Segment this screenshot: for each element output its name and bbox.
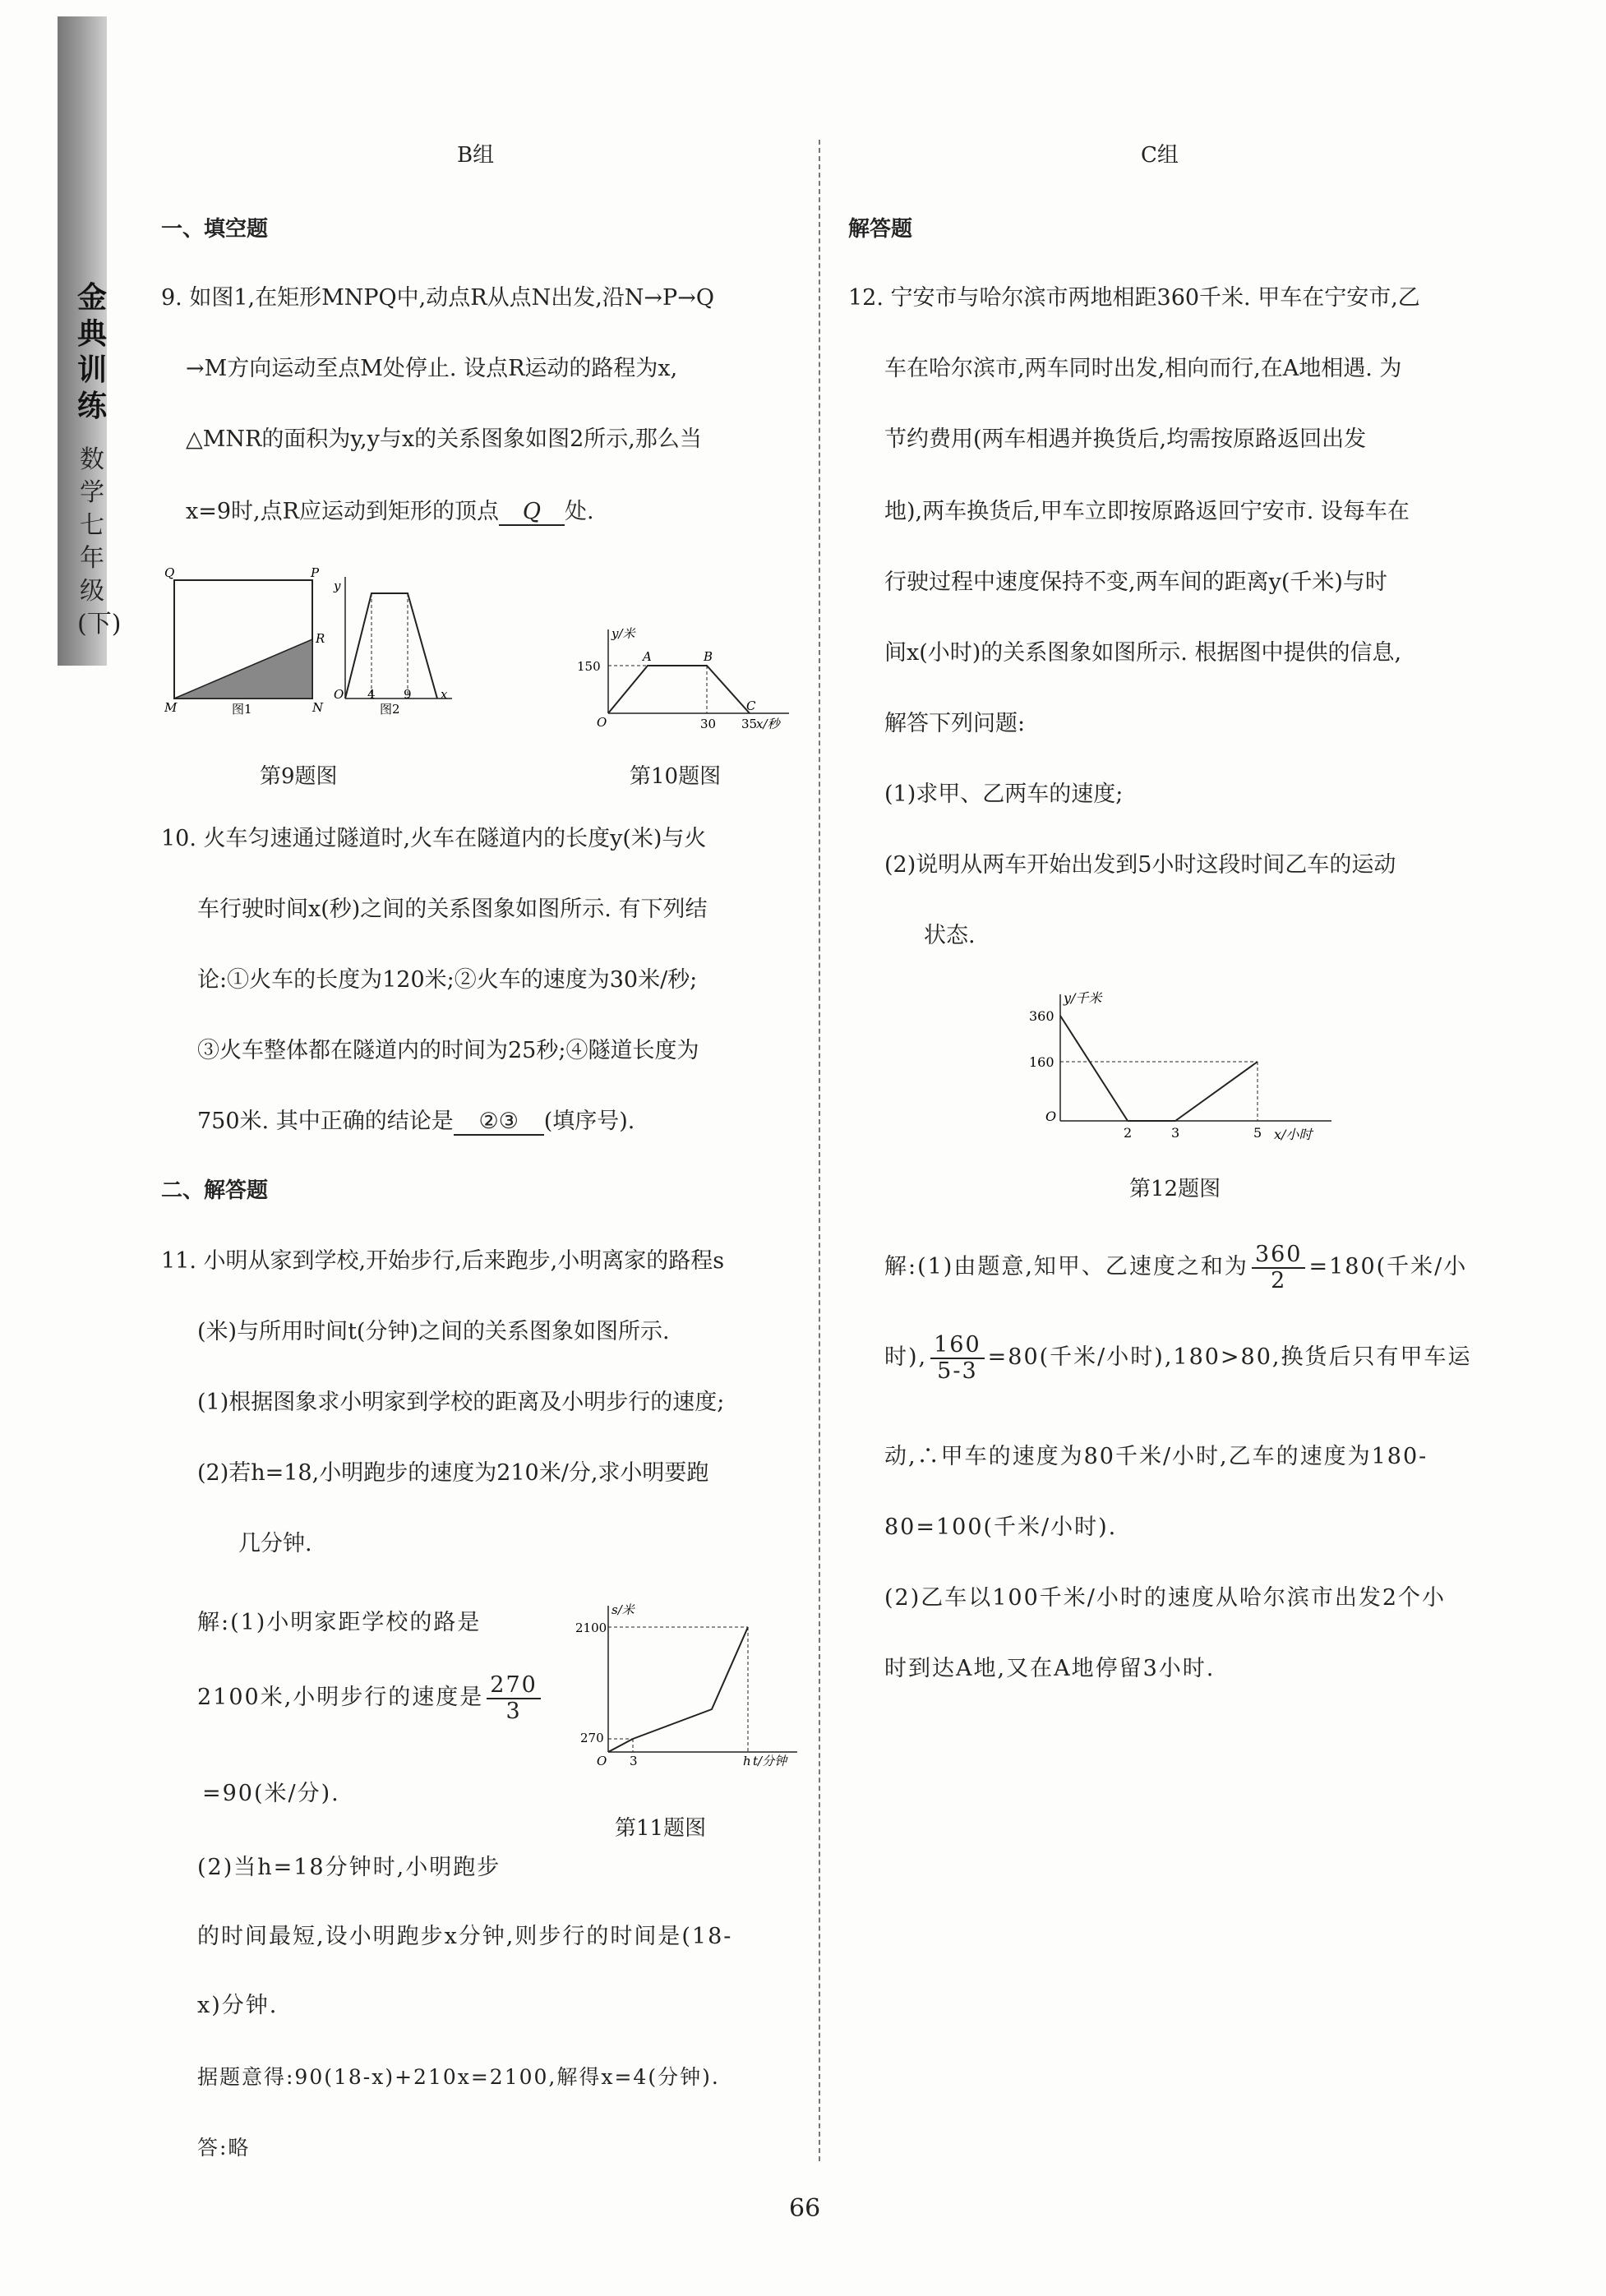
q9-caption: 第9题图 [260,764,338,789]
q9-figure [164,559,460,715]
section-solve-title: 二、解答题 [161,1178,269,1203]
q9-fig2-caption: 图2 [380,702,400,715]
q12-sol-2-suffix: =80(千米/小时),180>80,换货后只有甲车运 [987,1344,1472,1371]
q11-line-5: 几分钟. [238,1531,312,1556]
q11-line-2: (米)与所用时间t(分钟)之间的关系图象如图所示. [197,1319,670,1344]
q10-line-1: 10. 火车匀速通过隧道时,火车在隧道内的长度y(米)与火 [161,826,707,851]
q12-sol-2-prefix: 时), [884,1344,928,1371]
q10-axis-y: y/米 [611,626,635,641]
q9-answer: Q [499,499,565,526]
q12-f2-num: 160 [930,1333,985,1359]
q11-tick-3: 3 [630,1754,638,1768]
q12-line-9: (2)说明从两车开始出发到5小时这段时间乙车的运动 [884,852,1396,878]
q9-axis-y: y [334,579,341,593]
page-number: 66 [789,2194,821,2223]
q12-sol-1-prefix: 解:(1)由题意,知甲、乙速度之和为 [884,1254,1248,1280]
q9-line-3: △MNR的面积为y,y与x的关系图象如图2所示,那么当 [186,426,702,452]
q9-label-p: P [311,565,320,580]
q12-axis-x: x/小时 [1274,1127,1313,1142]
q9-axis-x: x [441,687,448,702]
q12-sol-6: 时到达A地,又在A地停留3小时. [884,1656,1216,1681]
q9-label-r: R [316,631,325,646]
q12-fraction-1 [1252,1243,1306,1293]
q12-f1-den: 2 [1271,1267,1287,1293]
q11-figure [567,1594,805,1775]
q11-line-3: (1)根据图象求小明家到学校的距离及小明步行的速度; [197,1390,725,1415]
q9-line-1: 9. 如图1,在矩形MNPQ中,动点R从点N出发,沿N→P→Q [161,285,714,311]
book-subject: 数学 七年级(下) [77,445,122,639]
q9-fig2-graph [333,577,452,715]
q9-line-4 [186,493,594,526]
q11-tick-h: h [743,1754,751,1768]
q12-line-1: 12. 宁安市与哈尔滨市两地相距360千米. 甲车在宁安市,乙 [848,285,1420,311]
q11-caption: 第11题图 [615,1816,707,1841]
q10-line-3: 论:①火车的长度为120米;②火车的速度为30米/秒; [197,967,698,993]
q12-sol-3: 动,∴甲车的速度为80千米/小时,乙车的速度为180- [884,1444,1428,1469]
q11-sol-5: 的时间最短,设小明跑步x分钟,则步行的时间是(18- [197,1924,733,1949]
q10-line-2: 车行驶时间x(秒)之间的关系图象如图所示. 有下列结 [197,897,708,922]
q10-answer: ②③ [454,1109,544,1136]
book-brand: 金典训练 [76,280,107,423]
q12-tick-360: 360 [1029,1008,1055,1024]
q12-f2-den: 5-3 [937,1358,978,1384]
q10-line-5 [197,1103,635,1136]
q10-label-c: C [746,698,756,713]
q12-sol-4: 80=100(千米/小时). [884,1515,1118,1540]
q11-sol-8: 答:略 [197,2136,251,2160]
q11-fraction [487,1673,541,1723]
q12-sol-1 [884,1243,1467,1293]
q12-f1-num: 360 [1252,1243,1306,1269]
q12-line-4: 地),两车换货后,甲车立即按原路返回宁安市. 设每车在 [884,499,1410,524]
section-c-solve-title: 解答题 [848,217,913,242]
q12-line-5: 行驶过程中速度保持不变,两车间的距离y(千米)与时 [884,569,1387,595]
group-b-title: B组 [457,143,495,168]
q10-tick-150: 150 [577,659,601,674]
q12-line-2: 车在哈尔滨市,两车同时出发,相向而行,在A地相遇. 为 [884,356,1402,381]
q11-axis-y: s/米 [611,1602,635,1617]
q12-line-7: 解答下列问题: [884,711,1026,736]
q10-figure [567,616,797,731]
q11-sol-1: 解:(1)小明家距学校的路是 [197,1610,482,1635]
q11-sol-6: x)分钟. [197,1993,279,2018]
q9-tick-9: 9 [404,687,412,702]
q11-sol-2 [197,1673,544,1723]
q12-line-3: 节约费用(两车相遇并换货后,均需按原路返回出发 [884,426,1367,452]
q12-sol-1-suffix: =180(千米/小 [1308,1254,1468,1280]
q11-axis-x: t/分钟 [753,1754,787,1768]
q12-tick-2: 2 [1124,1125,1133,1141]
q12-origin: O [1045,1109,1057,1124]
q9-label-n: N [312,700,324,715]
q9-label-m: M [164,700,178,715]
q12-tick-5: 5 [1253,1125,1262,1141]
q9-line-2: →M方向运动至点M处停止. 设点R运动的路程为x, [186,356,678,381]
q10-axis-x: x/秒 [756,717,780,731]
q9-fig1-caption: 图1 [232,702,252,715]
q12-figure [1019,983,1340,1147]
q11-sol-4: (2)当h=18分钟时,小明跑步 [197,1855,501,1880]
q11-tick-2100: 2100 [575,1621,607,1635]
q9-tick-4: 4 [367,687,376,702]
q9-last-prefix: x=9时,点R应运动到矩形的顶点 [186,499,499,524]
column-divider [819,140,820,2161]
q11-origin: O [597,1754,607,1768]
q12-tick-3: 3 [1171,1125,1180,1141]
q10-last-prefix: 750米. 其中正确的结论是 [197,1109,454,1134]
section-fill-blank-title: 一、填空题 [161,217,269,242]
q12-line-10: 状态. [924,923,976,948]
q12-fraction-2 [930,1333,985,1383]
q11-tick-270: 270 [580,1731,604,1745]
q10-caption: 第10题图 [630,764,722,789]
q12-line-6: 间x(小时)的关系图象如图所示. 根据图中提供的信息, [884,640,1402,666]
q10-label-b: B [704,649,713,664]
q11-line-4: (2)若h=18,小明跑步的速度为210米/分,求小明要跑 [197,1460,709,1486]
q11-line-1: 11. 小明从家到学校,开始步行,后来跑步,小明离家的路程s [161,1248,725,1274]
q10-tick-35: 35 [741,717,758,731]
q9-origin: O [334,687,344,702]
q11-frac-den: 3 [505,1698,522,1724]
q12-axis-y: y/千米 [1064,990,1102,1006]
q9-label-q: Q [164,565,175,580]
q12-sol-5: (2)乙车以100千米/小时的速度从哈尔滨市出发2个小 [884,1585,1447,1611]
q12-tick-160: 160 [1029,1054,1055,1070]
q11-sol-7: 据题意得:90(18-x)+210x=2100,解得x=4(分钟). [197,2065,720,2089]
q12-caption: 第12题图 [1129,1177,1221,1201]
q9-fig1-rectangle [164,565,325,715]
q9-last-suffix: 处. [564,499,594,524]
q12-sol-2 [884,1333,1472,1383]
group-c-title: C组 [1141,143,1179,168]
q11-frac-num: 270 [487,1673,541,1699]
q10-line-4: ③火车整体都在隧道内的时间为25秒;④隧道长度为 [197,1038,699,1063]
q11-sol-2-prefix: 2100米,小明步行的速度是 [197,1685,484,1711]
q12-line-8: (1)求甲、乙两车的速度; [884,781,1124,807]
q10-tick-30: 30 [700,717,717,731]
q11-sol-3: =90(米/分). [202,1781,340,1806]
q10-last-suffix: (填序号). [543,1109,635,1134]
q10-label-a: A [643,649,652,664]
q10-origin: O [597,715,607,730]
